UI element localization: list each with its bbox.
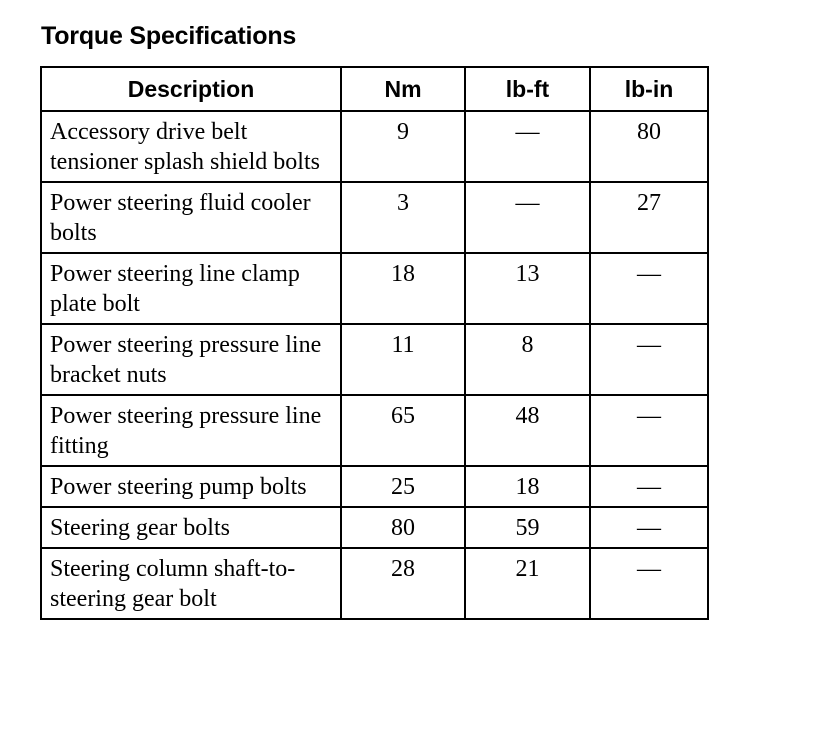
row-description: Steering gear bolts (41, 507, 341, 548)
table-row (41, 182, 708, 253)
header-row (41, 67, 708, 111)
header-lb-ft: lb-ft (465, 67, 590, 111)
row-lb-in: — (590, 253, 708, 324)
header-description: Description (41, 67, 341, 111)
row-description: Power steering pressure line fitting (41, 395, 341, 466)
row-description: Steering column shaft-to-steering gear bolt (41, 548, 341, 619)
row-nm: 80 (341, 507, 465, 548)
table-row (41, 548, 708, 619)
header-lb-in: lb-in (590, 67, 708, 111)
row-nm: 18 (341, 253, 465, 324)
row-lb-in: 80 (590, 111, 708, 182)
row-nm: 25 (341, 466, 465, 507)
row-description: Accessory drive belt tensioner splash shield bolts (41, 111, 341, 182)
row-lb-in: — (590, 466, 708, 507)
row-lb-in: — (590, 395, 708, 466)
row-lb-ft: — (465, 111, 590, 182)
row-nm: 11 (341, 324, 465, 395)
table-row (41, 507, 708, 548)
row-lb-ft: — (465, 182, 590, 253)
page-title: Torque Specifications (41, 22, 297, 50)
row-lb-ft: 8 (465, 324, 590, 395)
row-description: Power steering pressure line bracket nuts (41, 324, 341, 395)
row-nm: 9 (341, 111, 465, 182)
table-row (41, 395, 708, 466)
row-lb-in: 27 (590, 182, 708, 253)
row-description: Power steering fluid cooler bolts (41, 182, 341, 253)
row-lb-ft: 59 (465, 507, 590, 548)
row-nm: 3 (341, 182, 465, 253)
row-lb-ft: 21 (465, 548, 590, 619)
row-lb-in: — (590, 324, 708, 395)
table-row (41, 324, 708, 395)
table-row (41, 466, 708, 507)
row-lb-ft: 48 (465, 395, 590, 466)
header-nm: Nm (341, 67, 465, 111)
row-lb-ft: 13 (465, 253, 590, 324)
row-nm: 65 (341, 395, 465, 466)
torque-spec-table (40, 66, 709, 620)
table-row (41, 111, 708, 182)
table-row (41, 253, 708, 324)
row-description: Power steering pump bolts (41, 466, 341, 507)
row-lb-in: — (590, 548, 708, 619)
row-lb-in: — (590, 507, 708, 548)
row-nm: 28 (341, 548, 465, 619)
row-lb-ft: 18 (465, 466, 590, 507)
row-description: Power steering line clamp plate bolt (41, 253, 341, 324)
